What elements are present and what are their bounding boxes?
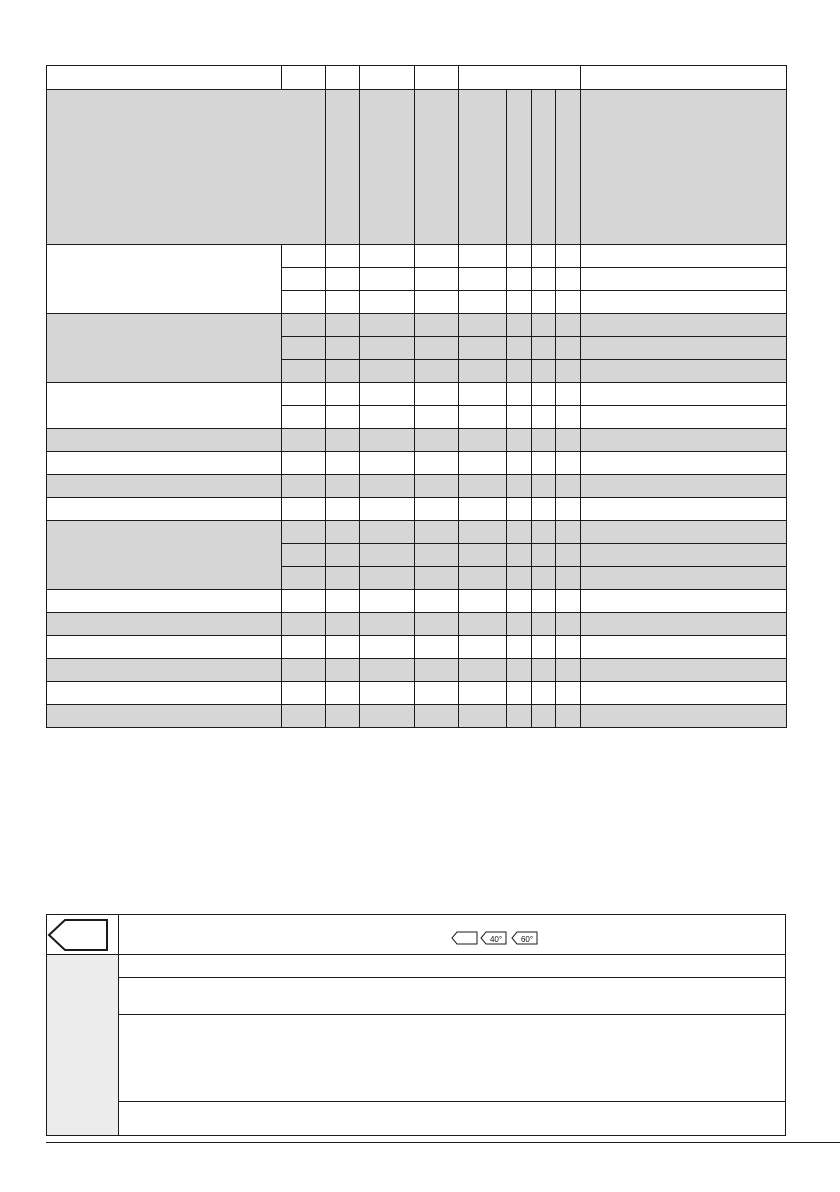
table-row [47,452,787,475]
temp-cold-icon [452,932,477,944]
table-row [47,613,787,636]
info-row [119,978,785,1015]
temp-60-icon [512,932,537,944]
temp-60-label: 60° [520,935,534,944]
info-box [46,914,786,1136]
table-row [47,429,787,452]
table-row [47,682,787,705]
table-row [47,636,787,659]
temperature-icons [451,930,539,946]
table-row [47,498,787,521]
info-row [119,1015,785,1102]
table-row [47,590,787,613]
table-row [47,314,787,337]
info-row-header [119,915,785,955]
info-row [119,1102,785,1136]
table-row [47,521,787,544]
info-row [119,955,785,978]
program-table [46,65,787,728]
table-row [47,659,787,682]
info-side-column [47,915,119,1135]
table-row [47,475,787,498]
table-header-row [47,66,787,90]
tag-icon [47,918,111,952]
temp-40-label: 40° [489,935,503,944]
temp-40-icon [481,932,506,944]
table-subheader-row [47,90,787,245]
table-row [47,705,787,728]
table-row [47,245,787,268]
table-row [47,383,787,406]
footer-rule [46,1142,840,1143]
